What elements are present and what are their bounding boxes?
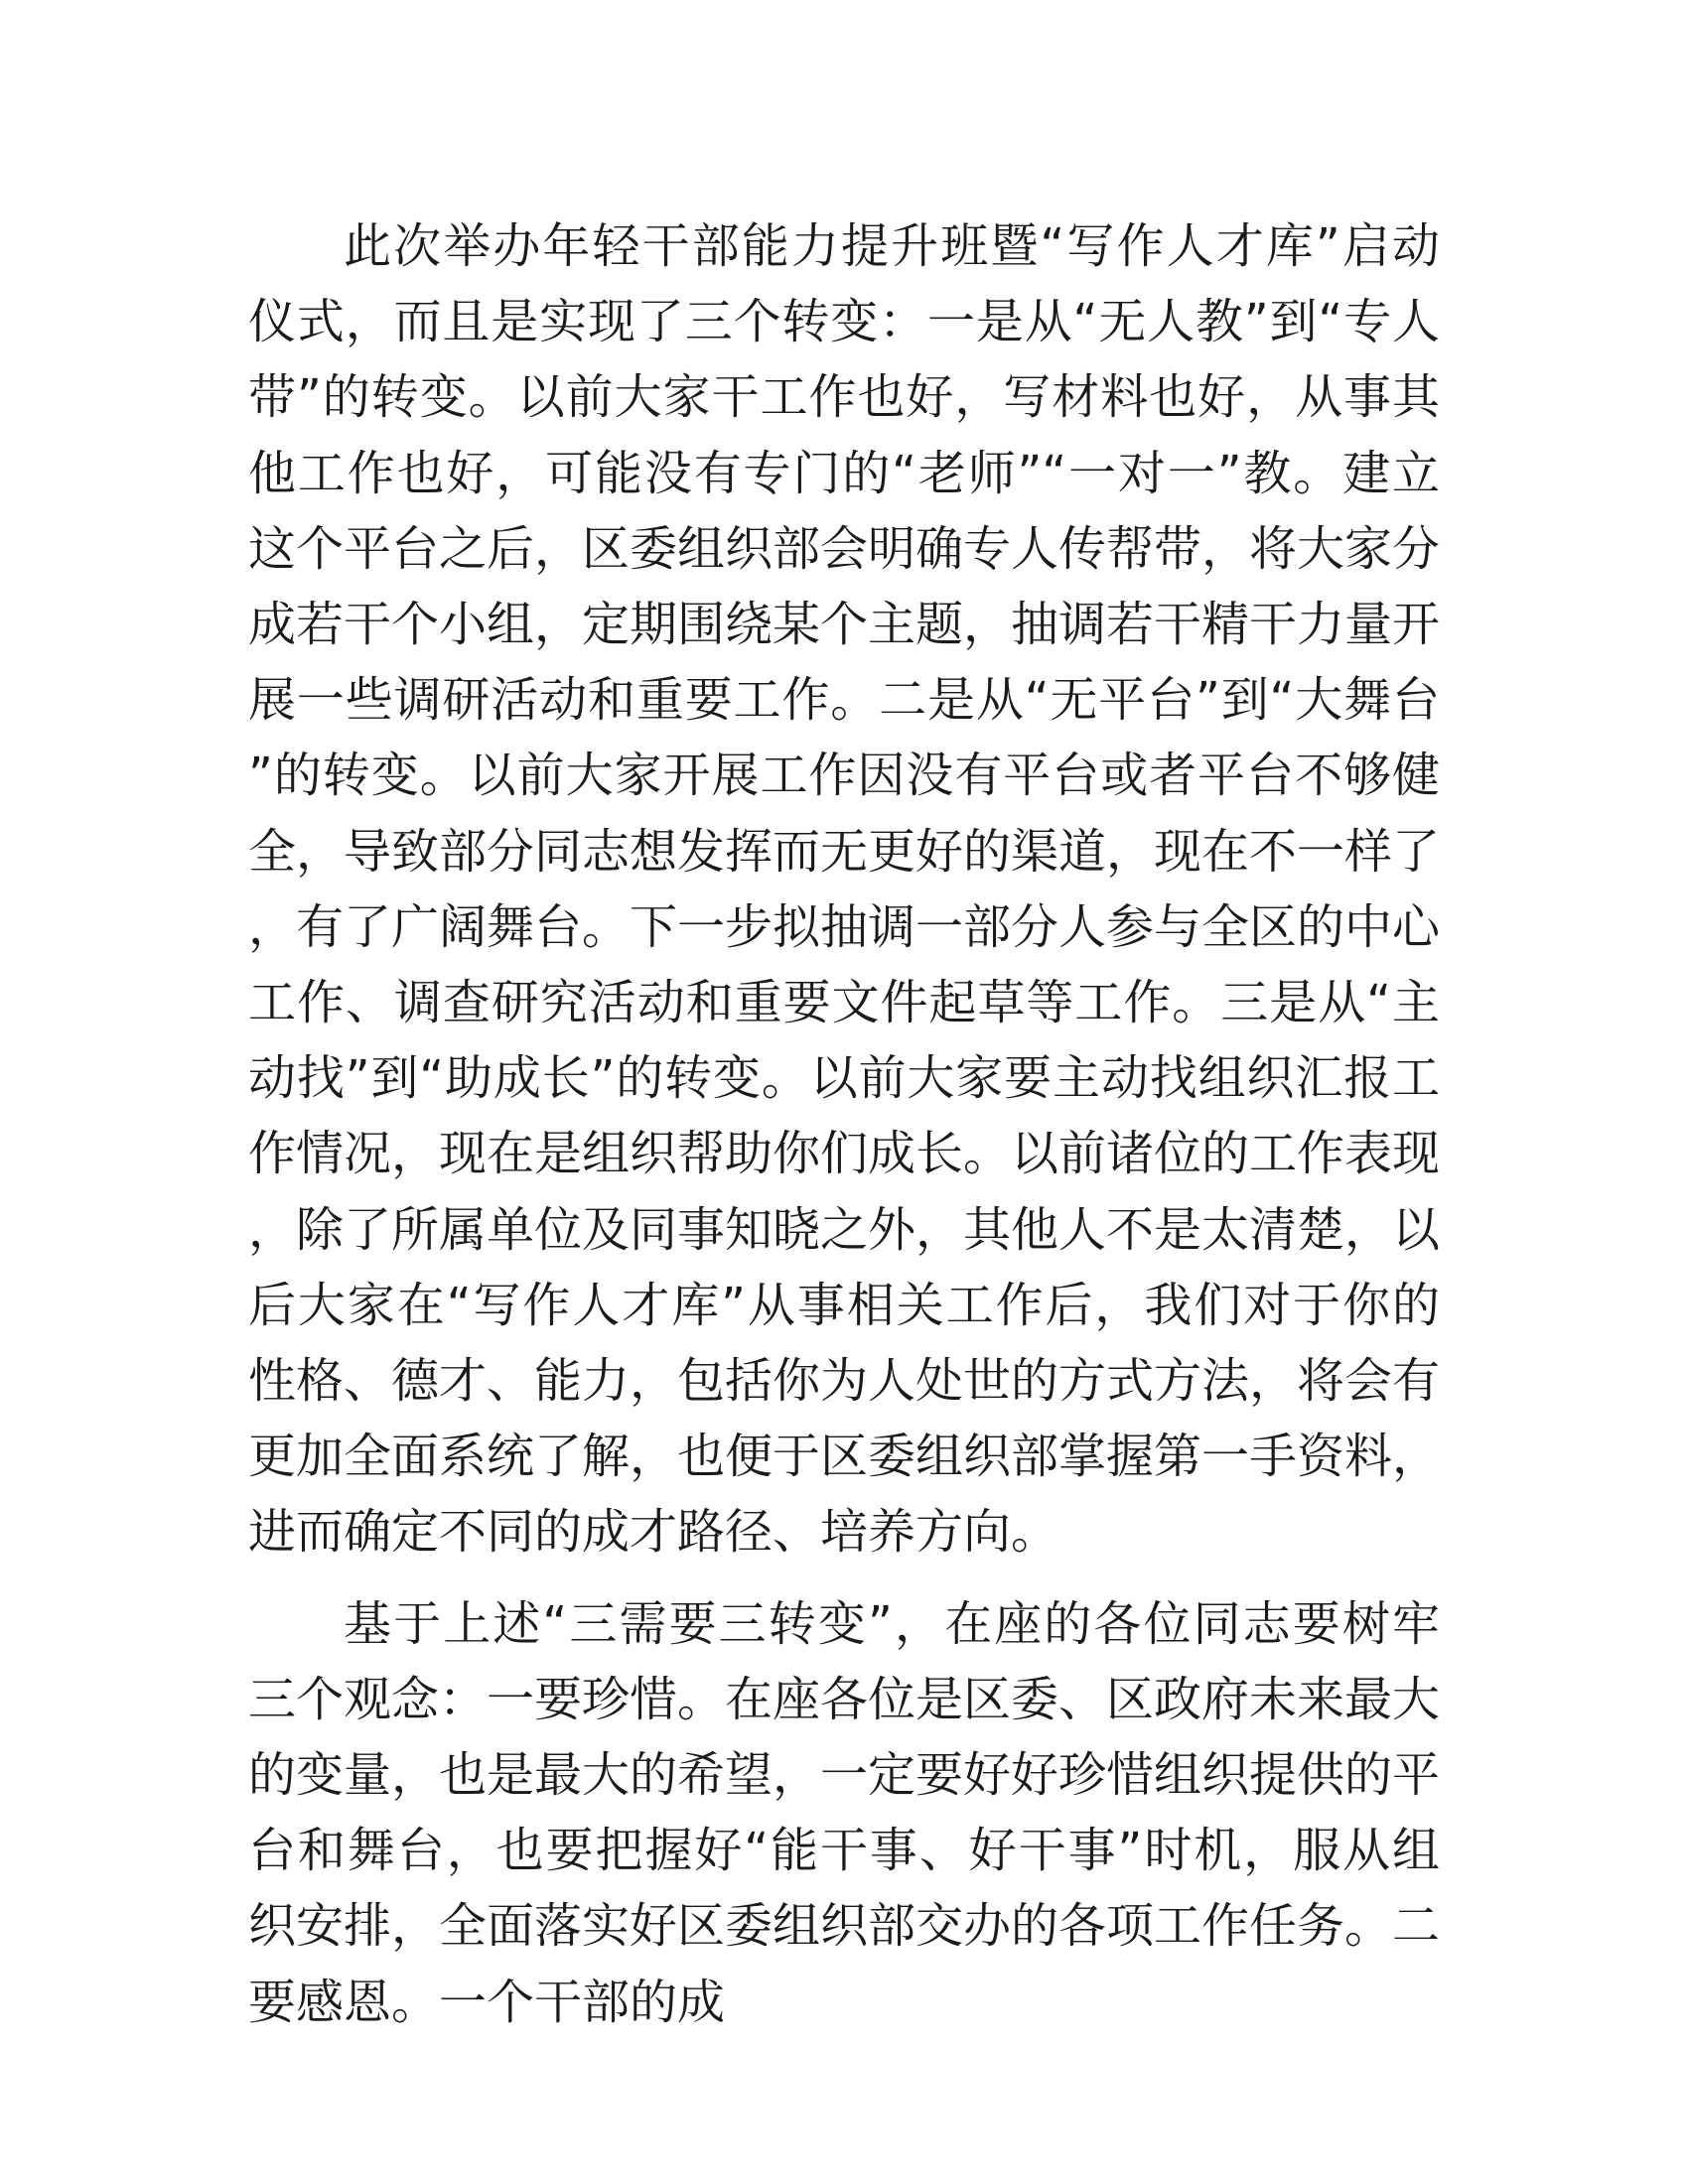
document-body xyxy=(248,208,1440,2040)
paragraph-three-transformations: 此次举办年轻干部能力提升班暨“写作人才库”启动仪式，而且是实现了三个转变：一是从“无人教”到“专人带”的转变。以前大家干工作也好，写材料也好，从事其他工作也好，可能没有专门的“老师”“一对一”教。建立这个平台之后，区委组织部会明确专人传帮带，将大家分成若干个小组，定期围绕某个主题，抽调若干精干力量开展一些调研活动和重要工作。二是从“无平台”到“大舞台”的转变。以前大家开展工作因没有平台或者平台不够健全，导致部分同志想发挥而无更好的渠道，现在不一样了，有了广阔舞台。下一步拟抽调一部分人参与全区的中心工作、调查研究活动和重要文件起草等工作。三是从“主动找”到“助成长”的转变。以前大家要主动找组织汇报工作情况，现在是组织帮助你们成长。以前诸位的工作表现，除了所属单位及同事知晓之外，其他人不是太清楚，以后大家在“写作人才库”从事相关工作后，我们对于你的性格、德才、能力，包括你为人处世的方式方法，将会有更加全面系统了解，也便于区委组织部掌握第一手资料，进而确定不同的成才路径、培养方向。 xyxy=(248,218,1441,1561)
paragraph-three-concepts: 基于上述“三需要三转变”，在座的各位同志要树牢三个观念：一要珍惜。在座各位是区委、区政府未来最大的变量，也是最大的希望，一定要好好珍惜组织提供的平台和舞台，也要把握好“能干事、好干事”时机，服从组织安排，全面落实好区委组织部交办的各项工作任务。二要感恩。一个干部的成 xyxy=(248,1595,1441,2030)
